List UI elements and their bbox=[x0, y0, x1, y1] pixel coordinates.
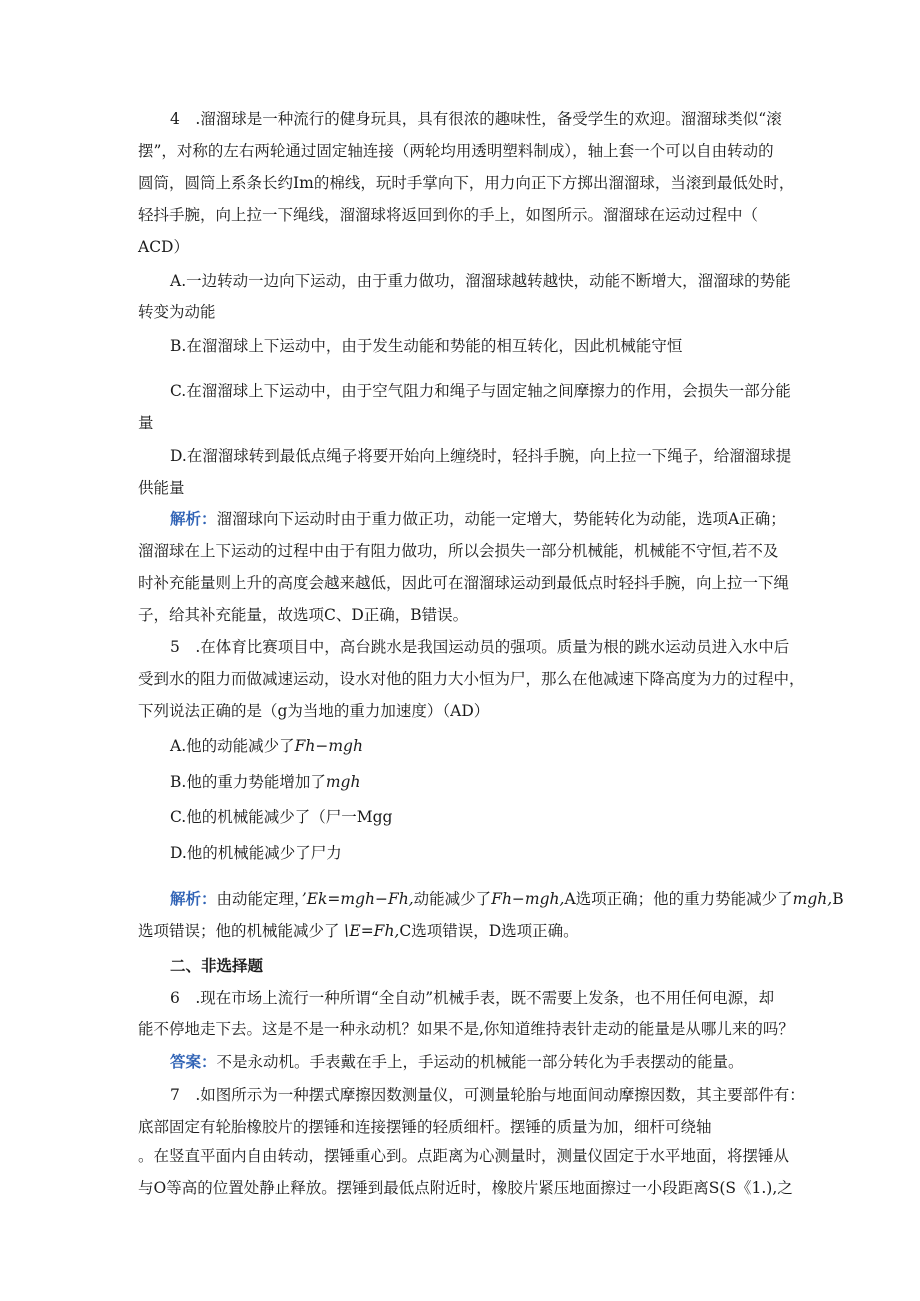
q4-line-4: 轻抖手腕，向上拉一下绳线，溜溜球将返回到你的手上，如图所示。溜溜球在运动过程中（ bbox=[138, 206, 759, 224]
q4-option-d-line-2: 供能量 bbox=[138, 479, 185, 497]
q5-option-b bbox=[170, 772, 798, 792]
q5-analysis-formula: ’Ek=mgh−Fh, bbox=[301, 890, 414, 908]
q6-line-1: 6 .现在市场上流行一种所谓“全自动”机械手表，既不需要上发条，也不用任何电源，却 bbox=[170, 989, 775, 1007]
q5-analysis-text: A选项正确；他的重力势能减少了 bbox=[564, 890, 793, 908]
q4-analysis-text: 溜溜球向下运动时由于重力做正功，动能一定增大，势能转化为动能，选项A正确； bbox=[216, 510, 786, 528]
analysis-label: 解析： bbox=[170, 509, 217, 528]
q4-option-a-line-2: 转变为动能 bbox=[138, 303, 216, 321]
q5-analysis-formula: Fh−mgh, bbox=[491, 890, 565, 908]
q5-line-3: 下列说法正确的是（g为当地的重力加速度）（AD） bbox=[138, 702, 490, 720]
q6-answer bbox=[170, 1052, 798, 1072]
q4-option-c-line-2: 量 bbox=[138, 414, 154, 432]
q5-analysis-text: 选项错误；他的机械能减少了 bbox=[138, 922, 340, 940]
q5-analysis-text: 动能减少了 bbox=[413, 890, 492, 908]
q5-analysis-text: 由动能定理， bbox=[216, 890, 302, 908]
q4-option-b: B.在溜溜球上下运动中，由于发生动能和势能的相互转化，因此机械能守恒 bbox=[170, 337, 683, 355]
q5-option-b-text: B.他的重力势能增加了 bbox=[170, 773, 326, 791]
q5-option-c: C.他的机械能减少了（尸一Mgg bbox=[170, 808, 393, 826]
q4-analysis-line-1 bbox=[170, 509, 798, 529]
q5-line-2: 受到水的阻力而做减速运动，设水对他的阻力大小恒为尸，那么在他减速下降高度为力的过程中， bbox=[138, 670, 805, 688]
q5-option-d: D.他的机械能减少了尸力 bbox=[170, 844, 342, 862]
q4-option-a-line-1: A.一边转动一边向下运动，由于重力做功，溜溜球越转越快，动能不断增大，溜溜球的势能 bbox=[170, 272, 791, 290]
q5-option-a-formula: Fh−mgh bbox=[294, 737, 363, 755]
q7-line-4: 与O等高的位置处静止释放。摆锤到最低点附近时，橡胶片紧压地面擦过一小段距离S(S《1.),之 bbox=[138, 1179, 793, 1197]
q5-analysis-formula: ∖E=Fh, bbox=[339, 922, 400, 940]
q4-line-2: 摆”，对称的左右两轮通过固定轴连接（两轮均用透明塑料制成），轴上套一个可以自由转动的 bbox=[138, 142, 774, 160]
q5-analysis-line-2 bbox=[138, 921, 798, 941]
q5-analysis-text: C选项错误，D选项正确。 bbox=[399, 922, 579, 940]
answer-label: 答案： bbox=[170, 1052, 217, 1071]
q5-analysis-formula: mgh, bbox=[792, 890, 833, 908]
q7-line-1: 7 .如图所示为一种摆式摩擦因数测量仪，可测量轮胎与地面间动摩擦因数，其主要部件有： bbox=[170, 1086, 805, 1104]
q4-line-5: ACD） bbox=[138, 238, 189, 256]
q4-option-d-line-1: D.在溜溜球转到最低点绳子将要开始向上缠绕时，轻抖手腕，向上拉一下绳子，给溜溜球提 bbox=[170, 447, 792, 465]
q5-option-a bbox=[170, 736, 798, 756]
q4-analysis-line-2: 溜溜球在上下运动的过程中由于有阻力做功，所以会损失一部分机械能，机械能不守恒,若不及 bbox=[138, 542, 779, 560]
q5-option-b-formula: mgh bbox=[325, 773, 361, 791]
q6-answer-text: 不是永动机。手表戴在手上，手运动的机械能一部分转化为手表摆动的能量。 bbox=[216, 1053, 744, 1071]
q5-analysis-line-1 bbox=[170, 889, 844, 909]
q5-analysis-text: B bbox=[832, 890, 844, 908]
q6-line-2: 能不停地走下去。这是不是一种永动机？如果不是,你知道维持表针走动的能量是从哪儿来的吗？ bbox=[138, 1020, 794, 1038]
q5-option-a-text: A.他的动能减少了 bbox=[170, 737, 295, 755]
q7-line-3: 。在竖直平面内自由转动，摆锤重心到。点距离为心测量时，测量仪固定于水平地面，将摆锤从 bbox=[138, 1147, 790, 1165]
section-title: 二、非选择题 bbox=[170, 956, 264, 975]
q4-option-c-line-1: C.在溜溜球上下运动中，由于空气阻力和绳子与固定轴之间摩擦力的作用，会损失一部分能 bbox=[170, 382, 791, 400]
analysis-label: 解析： bbox=[170, 889, 217, 908]
q4-line-1: 4 .溜溜球是一种流行的健身玩具，具有很浓的趣味性，备受学生的欢迎。溜溜球类似“滚 bbox=[170, 110, 782, 128]
q4-line-3: 圆筒，圆筒上系条长约Im的棉线，玩时手掌向下，用力向正下方掷出溜溜球，当滚到最低处时， bbox=[138, 174, 795, 192]
q4-analysis-line-4: 子，给其补充能量，故选项C、D正确，B错误。 bbox=[138, 606, 469, 624]
q5-line-1: 5 .在体育比赛项目中，高台跳水是我国运动员的强项。质量为根的跳水运动员进入水中后 bbox=[170, 638, 790, 656]
q7-line-2: 底部固定有轮胎橡胶片的摆锤和连接摆锤的轻质细杆。摆锤的质量为加，细杆可绕轴 bbox=[138, 1118, 712, 1136]
q4-analysis-line-3: 时补充能量则上升的高度会越来越低，因此可在溜溜球运动到最低点时轻抖手腕，向上拉一下绳 bbox=[138, 574, 790, 592]
